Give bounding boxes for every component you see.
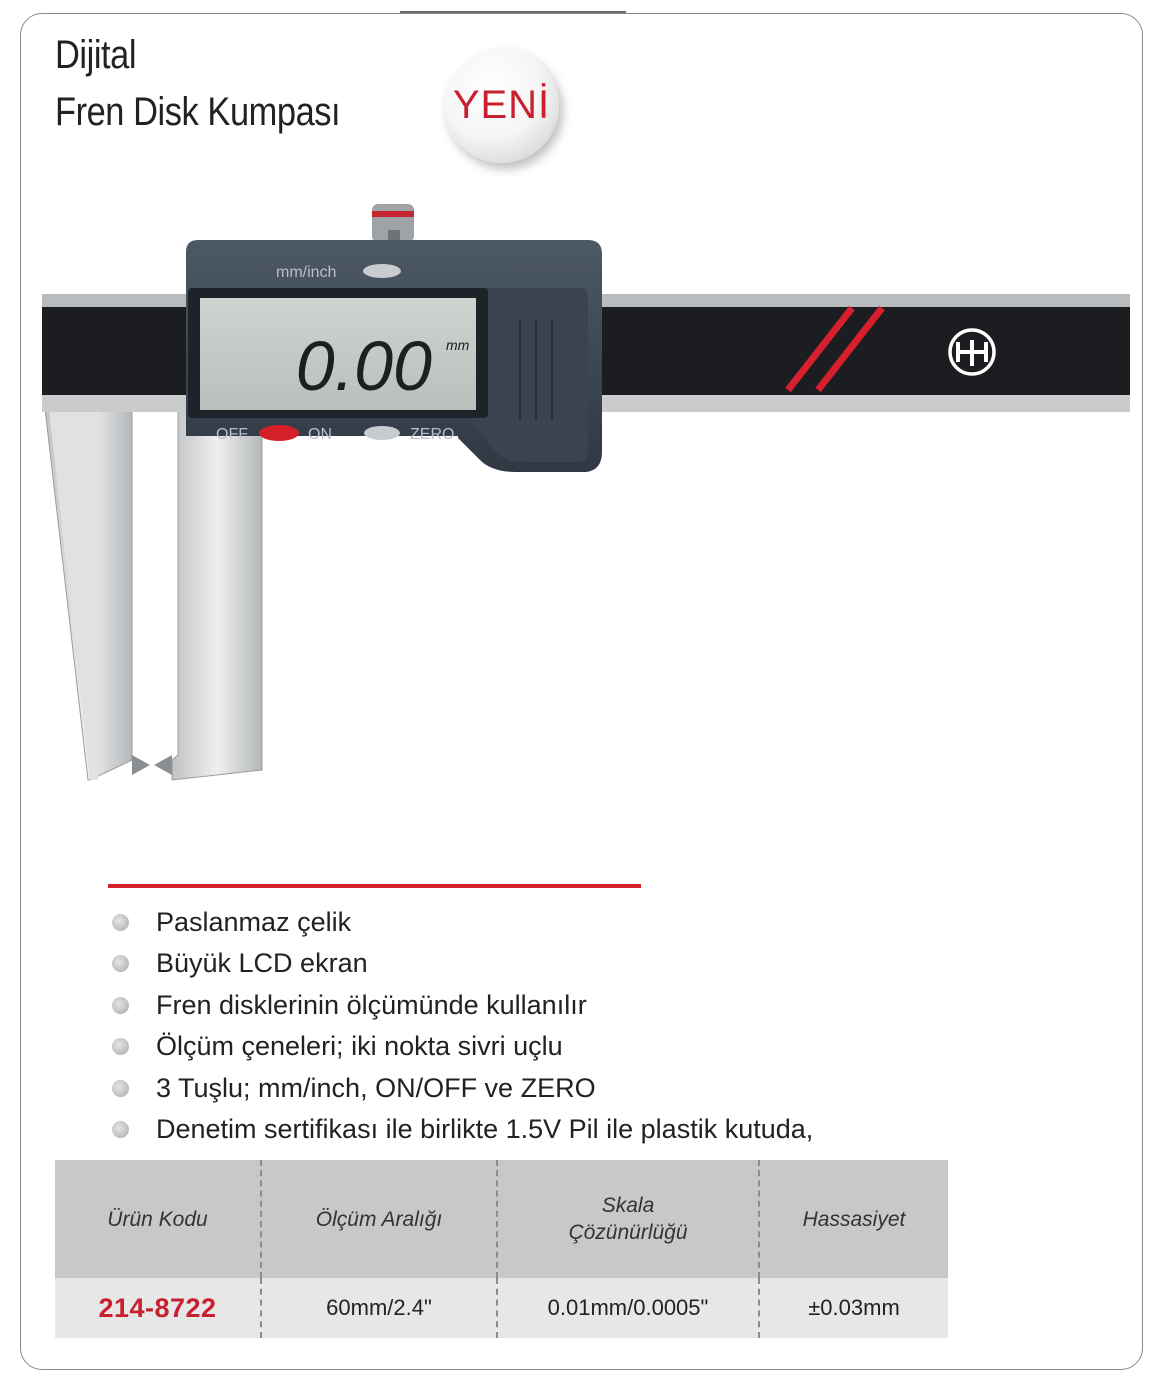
mm-inch-button[interactable]	[363, 264, 401, 278]
table-header-row	[55, 1160, 948, 1278]
off-label: OFF	[216, 426, 248, 443]
col-header-accuracy: Hassasiyet	[759, 1160, 948, 1278]
table-row	[55, 1278, 948, 1338]
list-item	[110, 1069, 813, 1110]
thumb-wheel[interactable]	[372, 204, 414, 246]
fixed-jaw	[44, 400, 132, 780]
mode-label: mm/inch	[276, 264, 337, 281]
feature-text: Denetim sertifikası ile birlikte 1.5V Pil ile plastik kutuda,	[156, 1113, 814, 1144]
sliding-jaw	[172, 400, 262, 780]
caliper-illustration	[40, 190, 1130, 790]
list-item	[110, 1110, 813, 1151]
on-label: ON	[308, 426, 332, 443]
bullet-icon	[112, 997, 129, 1014]
bullet-icon	[112, 1038, 129, 1055]
section-divider	[108, 884, 641, 888]
col-header-product-code: Ürün Kodu	[55, 1160, 261, 1278]
feature-list	[110, 903, 813, 1151]
list-item	[110, 986, 813, 1027]
bullet-icon	[112, 1121, 129, 1138]
product-code-cell: 214-8722	[55, 1278, 261, 1338]
new-badge	[444, 48, 559, 163]
col-header-resolution: Skala Çözünürlüğü	[497, 1160, 759, 1278]
new-badge-label: YENİ	[452, 83, 551, 127]
feature-text: Fren disklerinin ölçümünde kullanılır	[156, 989, 587, 1020]
feature-text: Büyük LCD ekran	[156, 948, 368, 979]
list-item	[110, 903, 813, 944]
list-item	[110, 944, 813, 985]
product-title-line2: Fren Disk Kumpası	[55, 90, 341, 134]
feature-text: Ölçüm çeneleri; iki nokta sivri uçlu	[156, 1031, 563, 1062]
feature-text: Paslanmaz çelik	[156, 907, 352, 937]
col-header-range: Ölçüm Aralığı	[261, 1160, 497, 1278]
bullet-icon	[112, 955, 129, 972]
accuracy-cell: ±0.03mm	[759, 1278, 948, 1338]
lcd-screen	[188, 288, 488, 418]
lcd-unit: mm	[446, 337, 470, 353]
resolution-cell: 0.01mm/0.0005"	[497, 1278, 759, 1338]
measuring-tips	[132, 755, 172, 775]
zero-button[interactable]	[364, 426, 400, 440]
product-title-line1: Dijital	[55, 33, 137, 77]
zero-label: ZERO	[410, 426, 455, 443]
on-off-button[interactable]	[259, 425, 299, 441]
list-item	[110, 1027, 813, 1068]
spec-table	[55, 1160, 948, 1338]
feature-text: 3 Tuşlu; mm/inch, ON/OFF ve ZERO	[156, 1072, 596, 1103]
lcd-reading: 0.00	[295, 327, 432, 405]
bullet-icon	[112, 914, 129, 931]
bullet-icon	[112, 1080, 129, 1097]
range-cell: 60mm/2.4"	[261, 1278, 497, 1338]
